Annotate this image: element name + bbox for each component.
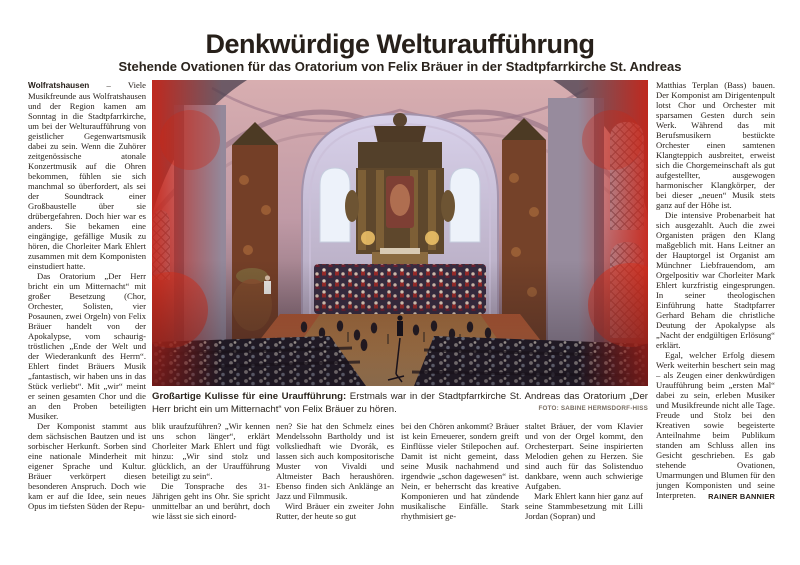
article-paragraph: [28, 271, 146, 421]
church-photo-graphic: [152, 80, 648, 386]
paragraph-text: – Viele Musikfreunde aus Wolfratshausen und der Region kamen am Sonntag in die Stadtpfarrkirche, um bei der Welturaufführung von geistlicher Gegenwartsmusik dabei zu sein. Wenn die Zuhörer zeitgenössische atonale Konzertmusik auf die Ohren bekommen, fühlen sie sich manchmal so überfordert, als sei der Soundtrack einer Großbaustelle über sie drübergefahren. Doch hier war es anders. Sie bekamen eine eingängige, gefällige Musik zu hören, die Chorleiter Mark Ehlert zusammen mit dem Komponisten einstudiert hatte.: [28, 80, 146, 271]
paragraph-text: Egal, welcher Erfolg diesem Werk weiterhin beschert sein mag – als Zeugen einer denkwürdigen Uraufführung beim „ersten Mal“ dabei zu sein, erleben Musiker und Musikfreunde nicht alle Tage. Freude und Stolz bei den Kreativen sowie begeisterte Anteilnahme beim Publikum standen am Schluss allen ins Gesicht geschrieben. Es gab stehende Ovationen, Umarmungen und Blumen für den jungen Komponisten und seine Interpreten.: [656, 350, 775, 500]
text-column-5: [525, 421, 643, 542]
paragraph-text: Das Oratorium „Der Herr bricht ein um Mitternacht“ mit großer Besetzung (Chor, Orchester, Solisten, vier Posaunen, zwei Orgeln) von Felix Bräuer handelt von der Apokalypse, vom schaurig-tröstlichen „Ende der Welt und der Wiederankunft des Herrn“. Ehlert findet Bräuers Musik „fantastisch, wir haben uns in das Stück verliebt“. Mit „wir“ meint er seinen gesamten Chor und die an den Proben beteiligten Musiker.: [28, 271, 146, 421]
article-paragraph: [152, 481, 270, 521]
paragraph-text: blik uraufzuführen? „Wir kennen uns schon länger“, erklärt Chorleiter Mark Ehlert und fügt hinzu: „Wir sind stolz und glücklich, an der Uraufführung beteiligt zu sein“.: [152, 421, 270, 481]
article-paragraph: [276, 501, 394, 521]
paragraph-text: bei den Chören ankommt? Bräuer ist kein Erneuerer, sondern greift Einflüsse vieler Stilepochen auf. Damit ist nicht gemeint, dass seine Musik nachahmend und irgendwie „schon dagewesen“ ist. Nein, er beherrscht das kreative Komponieren und hat zündende musikalische Einfälle. Stark rhythmisiert ge-: [401, 421, 519, 521]
article-paragraph: [401, 421, 519, 521]
photo-credit: FOTO: SABINE HERMSDORF-HISS: [538, 404, 648, 412]
article-headline: Denkwürdige Welturaufführung: [205, 29, 595, 59]
article-paragraph: [152, 421, 270, 481]
text-column-2: [152, 421, 270, 542]
text-column-6: [656, 80, 775, 545]
article-paragraph: [656, 80, 775, 210]
paragraph-text: nen? Sie hat den Schmelz eines Mendelssohn Bartholdy und ist volksliedhaft wie Dvorák, es lassen sich auch kompositorische Muster von Vivaldi und Altmeister Bach heraushören. Ebenso finden sich Anklänge an Jazz und Filmmusik.: [276, 421, 394, 501]
article-paragraph: [28, 421, 146, 511]
text-column-3: [276, 421, 394, 542]
paragraph-text: Mark Ehlert kann hier ganz auf seine Stammbesetzung mit Lilli Jordan (Sopran) und: [525, 491, 643, 521]
photo-caption: [152, 391, 648, 416]
paragraph-text: Die intensive Probenarbeit hat sich ausgezahlt. Auch die zwei Organisten prägen den Klang maßgeblich mit. Hans Leitner an der Hauptorgel ist Organist am Münchner Liebfrauendom, am Orgelpositiv war Chorleiter Mark Ehlert kurzfristig eingesprungen. In seiner theologischen Einführung hatte Stadtpfarrer Gerhard Beham die christliche Deutung der Apokalypse als „Nacht der endgültigen Erlösung“ erklärt.: [656, 210, 775, 350]
text-column-4: [401, 421, 519, 542]
article-paragraph: [656, 210, 775, 350]
article-paragraph: [28, 80, 146, 271]
paragraph-text: staltet Bräuer, der vom Klavier und von der Orgel kommt, den Orchesterpart. Seine inspirierten Melodien gehen zu Herzen. Sie sind auch für das Solistenduo dankbare, wenn auch schwierige Aufgaben.: [525, 421, 643, 491]
article-paragraph: [276, 421, 394, 501]
caption-text: Erstmals war in der Stadtpfarrkirche St. Andreas das Oratorium „Der Herr bricht ein um Mitternacht“ von Felix Bräuer zu hören.: [152, 391, 648, 415]
church-concert-photo: [152, 80, 648, 386]
article-paragraph: [525, 491, 643, 521]
paragraph-text: Wird Bräuer ein zweiter John Rutter, der heute so gut: [276, 501, 394, 521]
author-byline: RAINER BANNIER: [708, 491, 775, 501]
paragraph-text: Die Tonsprache des 31-Jährigen geht ins Ohr. Sie spricht unmittelbar an und berührt, doch wie lässt sie sich einord-: [152, 481, 270, 521]
caption-lead: Großartige Kulisse für eine Uraufführung:: [152, 391, 347, 402]
paragraph-text: Der Komponist stammt aus dem sächsischen Bautzen und ist sorbischer Herkunft. Sorben sind eine nationale Minderheit mit eigener Sprache und Kultur. Bräuer verkörpert diesen besonderen Anspruch. Doch wie kam er auf die Idee, sein neues Opus im tiefsten Süden der Repu-: [28, 421, 146, 511]
paragraph-text: Matthias Terplan (Bass) bauen. Der Komponist am Dirigentenpult lotst Chor und Orchester mit sparsamen Gesten durch sein Werk. Während das mit Berufsmusikern bestückte Orchester einen samtenen Klangteppich ausbreitet, erweist sich die Chorgemeinschaft als gut aufgestellter, ausgewogen harmonischer Klangkörper, der bei dieser „neuen“ Musik stets ganz auf der Höhe ist.: [656, 80, 775, 210]
article-subhead: Stehende Ovationen für das Oratorium von Felix Bräuer in der Stadtpfarrkirche St. Andreas: [118, 59, 682, 74]
text-column-1: [28, 80, 146, 542]
article-paragraph: [525, 421, 643, 491]
dateline: Wolfratshausen: [28, 81, 90, 90]
article-paragraph: [656, 350, 775, 500]
